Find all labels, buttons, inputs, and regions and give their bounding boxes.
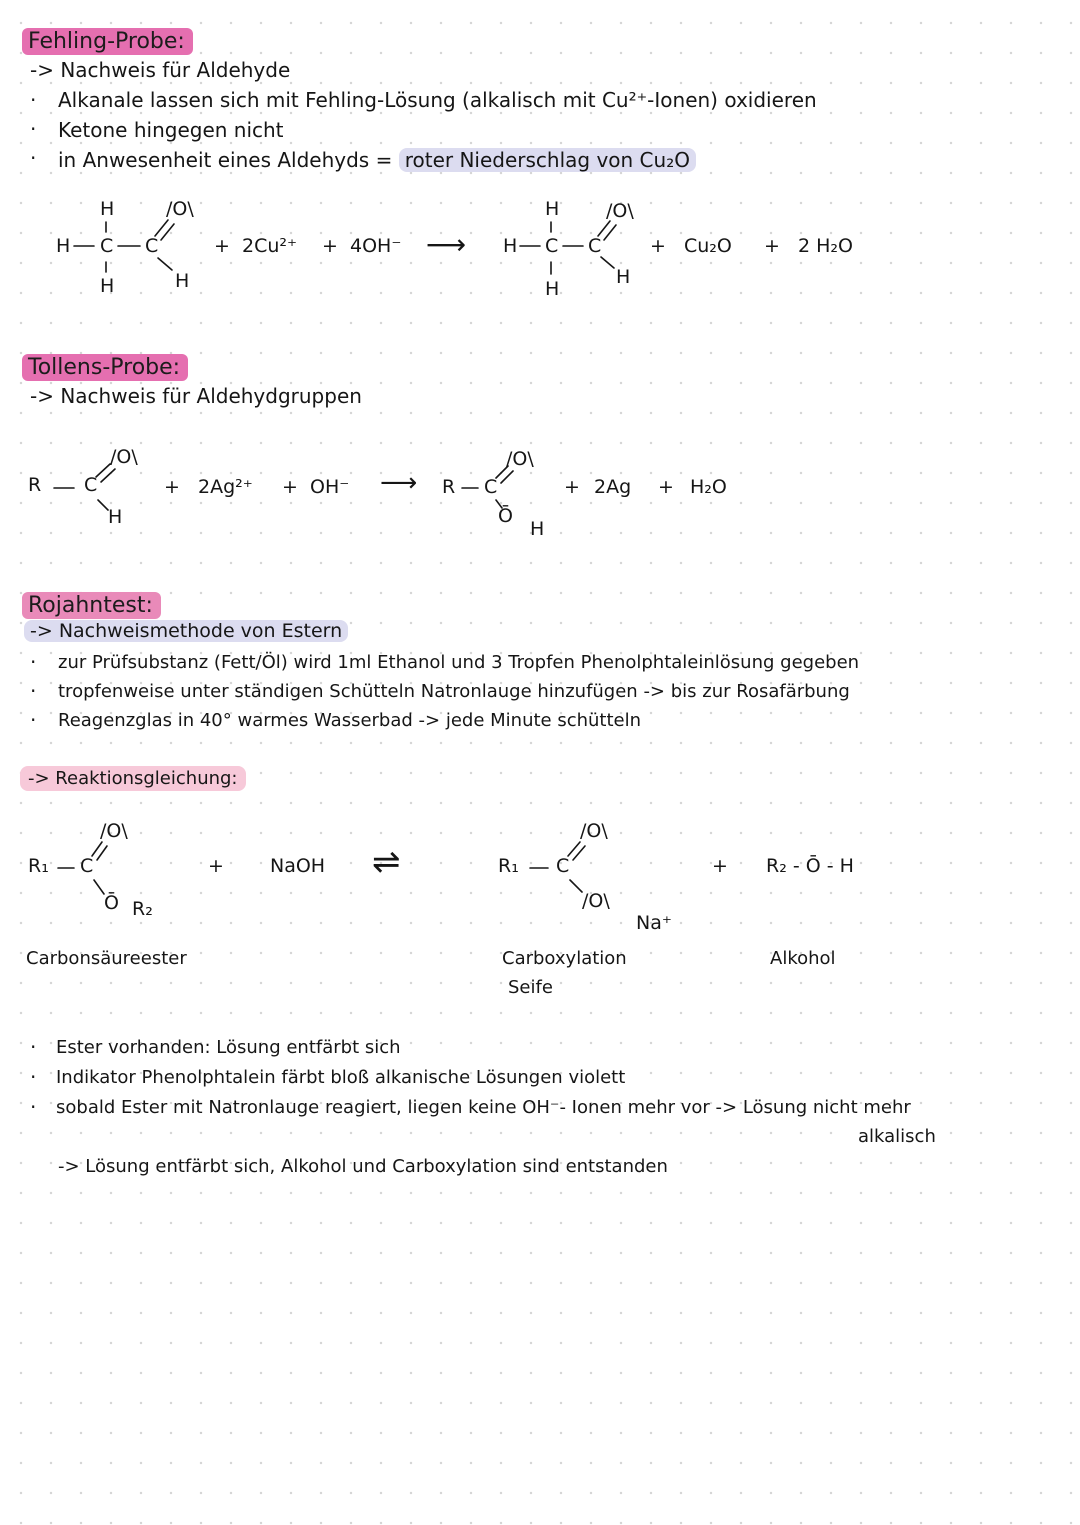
rojahn-bullet-2: tropfenweise unter ständigen Schütteln Natronlauge hinzufügen -> bis zur Rosafärbung: [58, 681, 850, 702]
tollens-plus: +: [658, 476, 674, 498]
fehling-bullet-2: Ketone hingegen nicht: [58, 118, 284, 142]
fehling-copper-oxide: Cu₂O: [684, 235, 732, 257]
alcohol-formula: R₂ - Ō - H: [766, 855, 854, 877]
bullet-dot: ·: [30, 679, 37, 703]
rojahn-reagent: NaOH: [270, 855, 326, 877]
fehling-plus: +: [214, 235, 230, 257]
rojahn-plus: +: [208, 855, 224, 877]
bullet-dot: ·: [30, 708, 37, 732]
equilibrium-arrow: ⇌: [372, 842, 401, 882]
atom-c: C: [84, 474, 98, 496]
rojahn-plus: +: [712, 855, 728, 877]
fehling-water: 2 H₂O: [798, 235, 853, 257]
atom-h: H: [108, 506, 123, 528]
bullet-dot: ·: [30, 1095, 37, 1119]
atom-o: /O\: [606, 200, 634, 222]
atom-o: Ō: [104, 892, 119, 914]
tollens-subtitle: -> Nachweis für Aldehydgruppen: [30, 384, 362, 408]
rojahn-note-2: Indikator Phenolphtalein färbt bloß alkanische Lösungen violett: [56, 1067, 626, 1088]
label-carboxylate: Carboxylation: [502, 948, 627, 969]
atom-c: C: [80, 855, 94, 877]
atom-o: /O\: [110, 446, 138, 468]
tollens-water: H₂O: [690, 476, 727, 498]
fehling-bullet-3: [58, 148, 696, 172]
bullet-dot: ·: [30, 650, 37, 674]
tollens-silver-ion: 2Ag²⁺: [198, 476, 253, 498]
atom-r2: R₂: [132, 898, 153, 920]
fehling-arrow: ⟶: [426, 228, 467, 261]
fehling-plus: +: [322, 235, 338, 257]
fehling-plus: +: [650, 235, 666, 257]
fehling-bullet-3-text: in Anwesenheit eines Aldehyds =: [58, 148, 399, 172]
atom-o: /O\: [506, 448, 534, 470]
fehling-bullet-1: Alkanale lassen sich mit Fehling-Lösung (alkalisch mit Cu²⁺-Ionen) oxidieren: [58, 88, 817, 112]
rojahn-note-3-continuation: alkalisch: [858, 1126, 936, 1147]
label-ester: Carbonsäureester: [26, 948, 187, 969]
rojahn-note-3: sobald Ester mit Natronlauge reagiert, liegen keine OH⁻- Ionen mehr vor -> Lösung nicht mehr: [56, 1097, 911, 1118]
tollens-plus: +: [564, 476, 580, 498]
atom-c: C: [145, 235, 159, 257]
rojahn-note-1: Ester vorhanden: Lösung entfärbt sich: [56, 1037, 401, 1058]
fehling-highlight: roter Niederschlag von Cu₂O: [399, 148, 696, 172]
tollens-silver: 2Ag: [594, 476, 632, 498]
atom-r: R: [28, 474, 42, 496]
tollens-plus: +: [282, 476, 298, 498]
atom-h: H: [100, 275, 115, 297]
fehling-copper-ion: 2Cu²⁺: [242, 235, 298, 257]
atom-r1: R₁: [498, 855, 519, 877]
rojahn-subtitle: -> Nachweismethode von Estern: [24, 620, 348, 642]
atom-r1: R₁: [28, 855, 49, 877]
bullet-dot: ·: [30, 117, 37, 141]
atom-h: H: [56, 235, 71, 257]
atom-h: H: [503, 235, 518, 257]
atom-c: C: [588, 235, 602, 257]
atom-o: Ō: [498, 505, 513, 527]
fehling-plus: +: [764, 235, 780, 257]
fehling-title: Fehling-Probe:: [22, 28, 193, 55]
atom-o: /O\: [580, 820, 608, 842]
atom-h: H: [616, 266, 631, 288]
tollens-hydroxide: OH⁻: [310, 476, 350, 498]
label-alcohol: Alkohol: [770, 948, 836, 969]
tollens-arrow: ⟶: [380, 468, 418, 498]
atom-h: H: [530, 518, 545, 540]
rojahn-bullet-3: Reagenzglas in 40° warmes Wasserbad -> jede Minute schütteln: [58, 710, 642, 731]
tollens-plus: +: [164, 476, 180, 498]
sodium-ion: Na⁺: [636, 912, 672, 934]
rojahn-conclusion: -> Lösung entfärbt sich, Alkohol und Carboxylation sind entstanden: [58, 1156, 668, 1177]
atom-o: /O\: [582, 890, 610, 912]
bullet-dot: ·: [30, 1035, 37, 1059]
reaction-label: -> Reaktionsgleichung:: [20, 766, 246, 791]
atom-h: H: [175, 270, 190, 292]
atom-r: R: [442, 476, 456, 498]
label-soap: Seife: [508, 977, 553, 998]
atom-h: H: [100, 198, 115, 220]
fehling-hydroxide: 4OH⁻: [350, 235, 402, 257]
bullet-dot: ·: [30, 88, 37, 112]
tollens-title: Tollens-Probe:: [22, 354, 188, 381]
bullet-dot: ·: [30, 146, 37, 170]
rojahn-title: Rojahntest:: [22, 592, 161, 619]
atom-c: C: [556, 855, 570, 877]
atom-h: H: [545, 198, 560, 220]
bullet-dot: ·: [30, 1065, 37, 1089]
atom-h: H: [545, 278, 560, 300]
atom-c: C: [545, 235, 559, 257]
atom-o: /O\: [166, 198, 194, 220]
atom-c: C: [484, 476, 498, 498]
fehling-subtitle: -> Nachweis für Aldehyde: [30, 58, 291, 82]
rojahn-bullet-1: zur Prüfsubstanz (Fett/Öl) wird 1ml Ethanol und 3 Tropfen Phenolphtaleinlösung gegeben: [58, 652, 860, 673]
atom-c: C: [100, 235, 114, 257]
atom-o: /O\: [100, 820, 128, 842]
